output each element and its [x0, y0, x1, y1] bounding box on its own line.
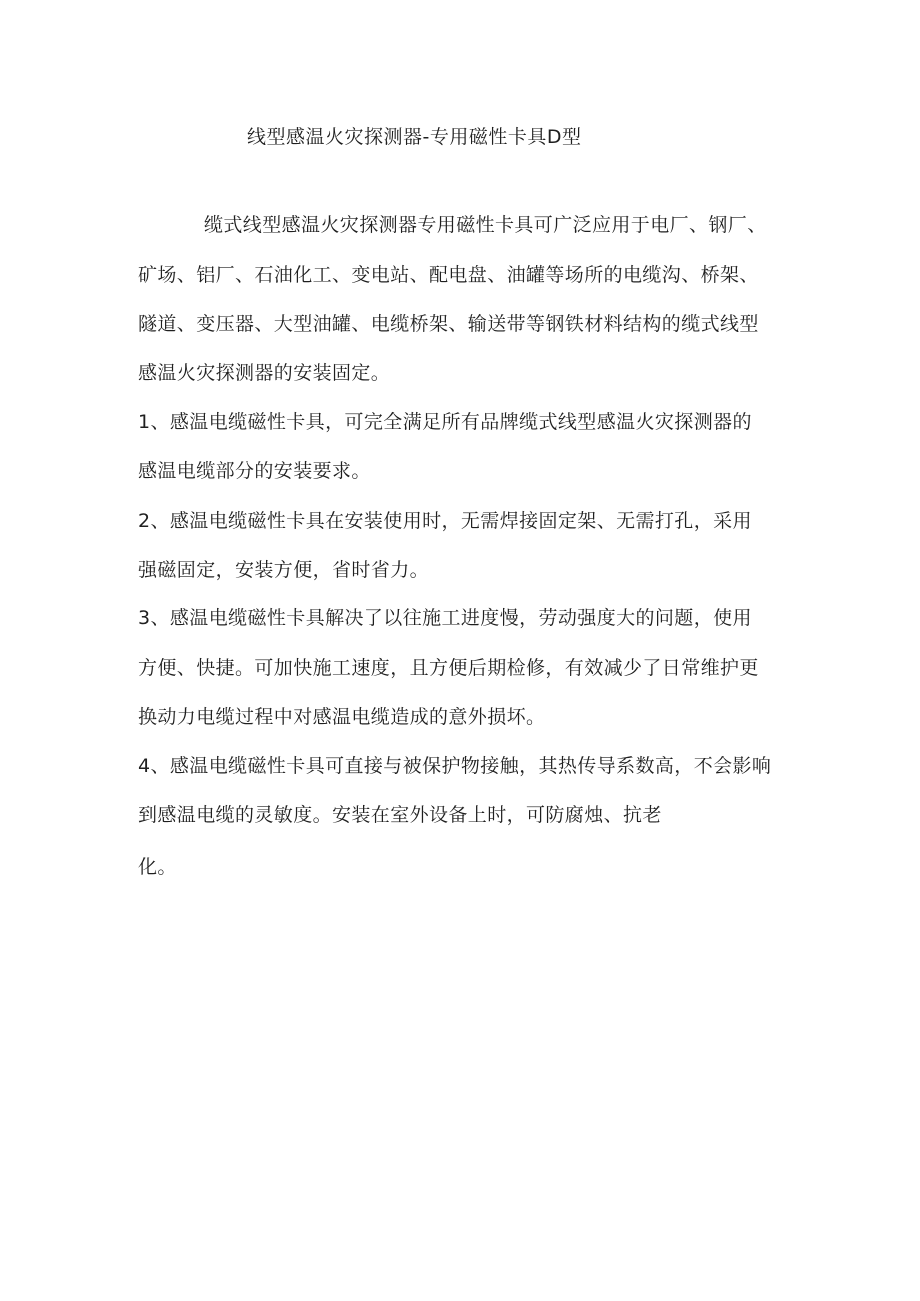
item-4-line-1: 4、感温电缆磁性卡具可直接与被保护物接触，其热传导系数高，不会影响: [138, 755, 772, 777]
item-4-line-3: 化。: [138, 856, 177, 878]
paragraph-intro-line-3: 隧道、变压器、大型油罐、电缆桥架、输送带等钢铁材料结构的缆式线型: [138, 313, 759, 335]
item-1-line-2: 感温电缆部分的安装要求。: [138, 460, 371, 482]
item-2-line-1: 2、感温电缆磁性卡具在安装使用时，无需焊接固定架、无需打孔，采用: [138, 510, 752, 532]
item-1-line-1: 1、感温电缆磁性卡具，可完全满足所有品牌缆式线型感温火灾探测器的: [138, 411, 752, 433]
item-3-line-1: 3、感温电缆磁性卡具解决了以往施工进度慢，劳动强度大的问题，使用: [138, 607, 752, 629]
paragraph-intro-line-4: 感温火灾探测器的安装固定。: [138, 362, 391, 384]
item-3-line-3: 换动力电缆过程中对感温电缆造成的意外损坏。: [138, 706, 546, 728]
document-title: 线型感温火灾探测器-专用磁性卡具D型: [247, 126, 582, 148]
item-4-line-2: 到感温电缆的灵敏度。安装在室外设备上时，可防腐烛、抗老: [138, 804, 662, 826]
paragraph-intro-line-2: 矿场、铝厂、石油化工、变电站、配电盘、油罐等场所的电缆沟、桥架、: [138, 264, 759, 286]
item-3-line-2: 方便、快捷。可加快施工速度，且方便后期检修，有效减少了日常维护更: [138, 657, 759, 679]
paragraph-intro-line-1: 缆式线型感温火灾探测器专用磁性卡具可广泛应用于电厂、钢厂、: [204, 214, 767, 236]
item-2-line-2: 强磁固定，安装方便，省时省力。: [138, 559, 430, 581]
